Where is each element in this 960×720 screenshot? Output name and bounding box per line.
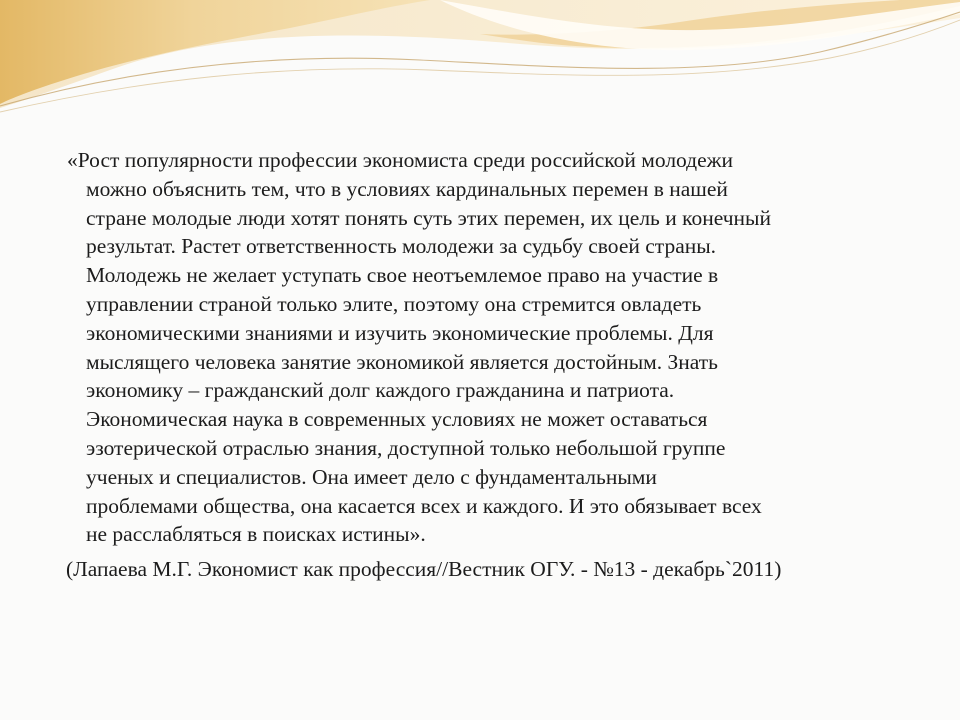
header-wave-decoration	[0, 0, 960, 130]
quote-text: «Рост популярности профессии экономиста среди российской молодежи можно объяснить тем, что в условиях кардинальных перемен в нашей стране молодые люди хотят понять суть этих перемен, их цель и конечный результат. Растет ответственность молодежи за судьбу своей страны. Молодежь не желает уступать свое неотъемлемое право на участие в управлении страной только элите, поэтому она стремится овладеть экономическими знаниями и изучить экономические проблемы. Для мыслящего человека занятие экономикой является достойным. Знать экономику – гражданский долг каждого гражданина и патриота. Экономическая наука в современных условиях не может оставаться эзотерической отраслью знания, доступной только небольшой группе ученых и специалистов. Она имеет дело с фундаментальными проблемами общества, она касается всех и каждого. И это обязывает всех не расслабляться в поисках истины».	[67, 148, 772, 547]
quote-block	[52, 146, 912, 584]
citation: (Лапаева М.Г. Экономист как профессия//Вестник ОГУ. - №13 - декабрь`2011)	[66, 557, 782, 582]
